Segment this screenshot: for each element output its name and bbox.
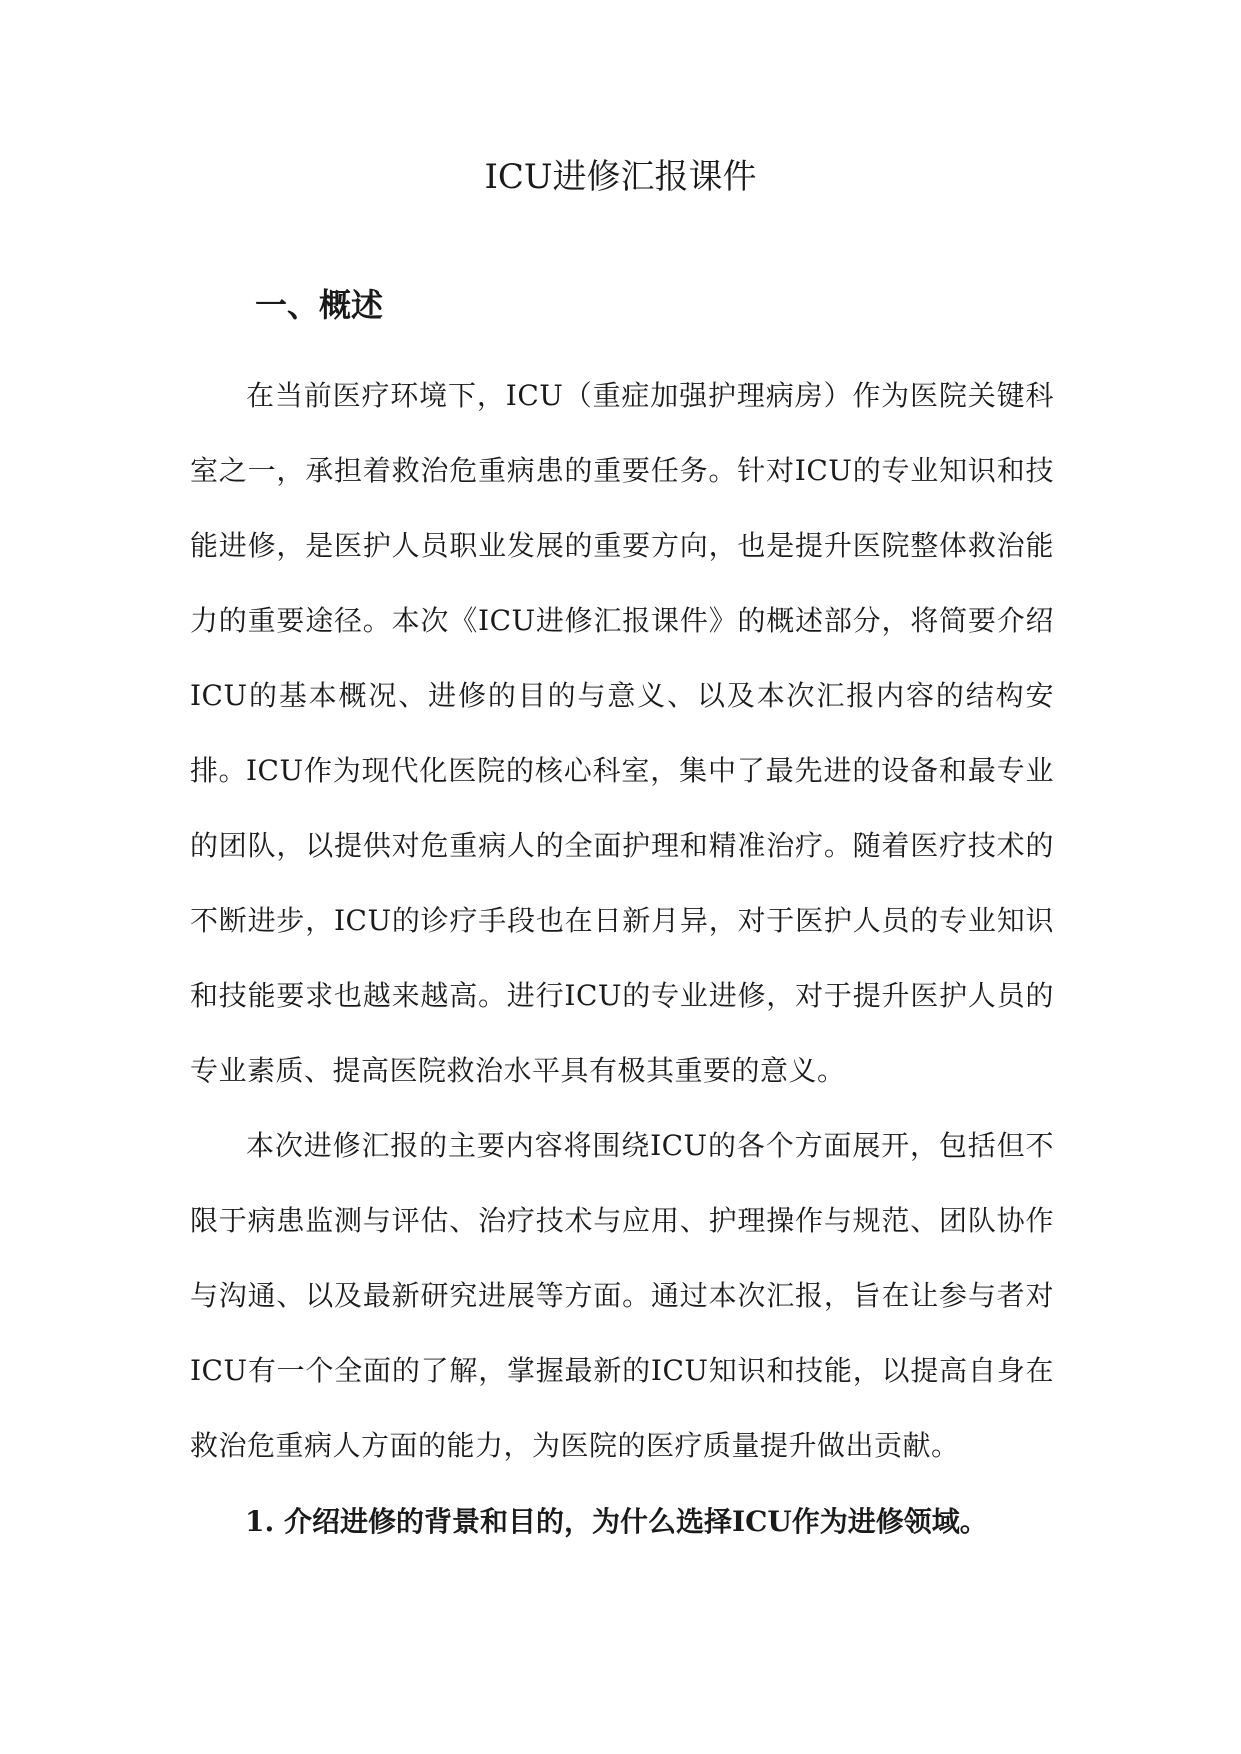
- paragraph-3: 本次进修汇报的主要内容将围绕ICU的各个方面展开，包括但不限于病患监测与评估、治疗技术与应用、护理操作与规范、团队协作与沟通、以及最新研究进展等方面。通过本次汇报，旨在让参与者对ICU有一个全面的了解，掌握最新的ICU知识和技能，以提高自身在救治危重病人方面的能力，为医院的医疗质量提升做出贡献。: [190, 1129, 1054, 1462]
- section-heading-overview: 一、概述: [255, 286, 384, 324]
- document-title: ICU进修汇报课件: [484, 157, 757, 197]
- paragraph-2: ICU作为现代化医院的核心科室，集中了最先进的设备和最专业的团队，以提供对危重病人的全面护理和精准治疗。随着医疗技术的不断进步，ICU的诊疗手段也在日新月异，对于医护人员的专业知识和技能要求也越来越高。进行ICU的专业进修，对于提升医护人员的专业素质、提高医院救治水平具有极其重要的意义。: [190, 754, 1054, 1087]
- sub-heading-1: 1. 介绍进修的背景和目的，为什么选择ICU作为进修领域。: [245, 1505, 988, 1538]
- paragraph-1: 在当前医疗环境下，ICU（重症加强护理病房）作为医院关键科室之一，承担着救治危重病患的重要任务。针对ICU的专业知识和技能进修，是医护人员职业发展的重要方向，也是提升医院整体救治能力的重要途径。本次《ICU进修汇报课件》的概述部分，将简要介绍ICU的基本概况、进修的目的与意义、以及本次汇报内容的结构安排。: [190, 379, 1054, 787]
